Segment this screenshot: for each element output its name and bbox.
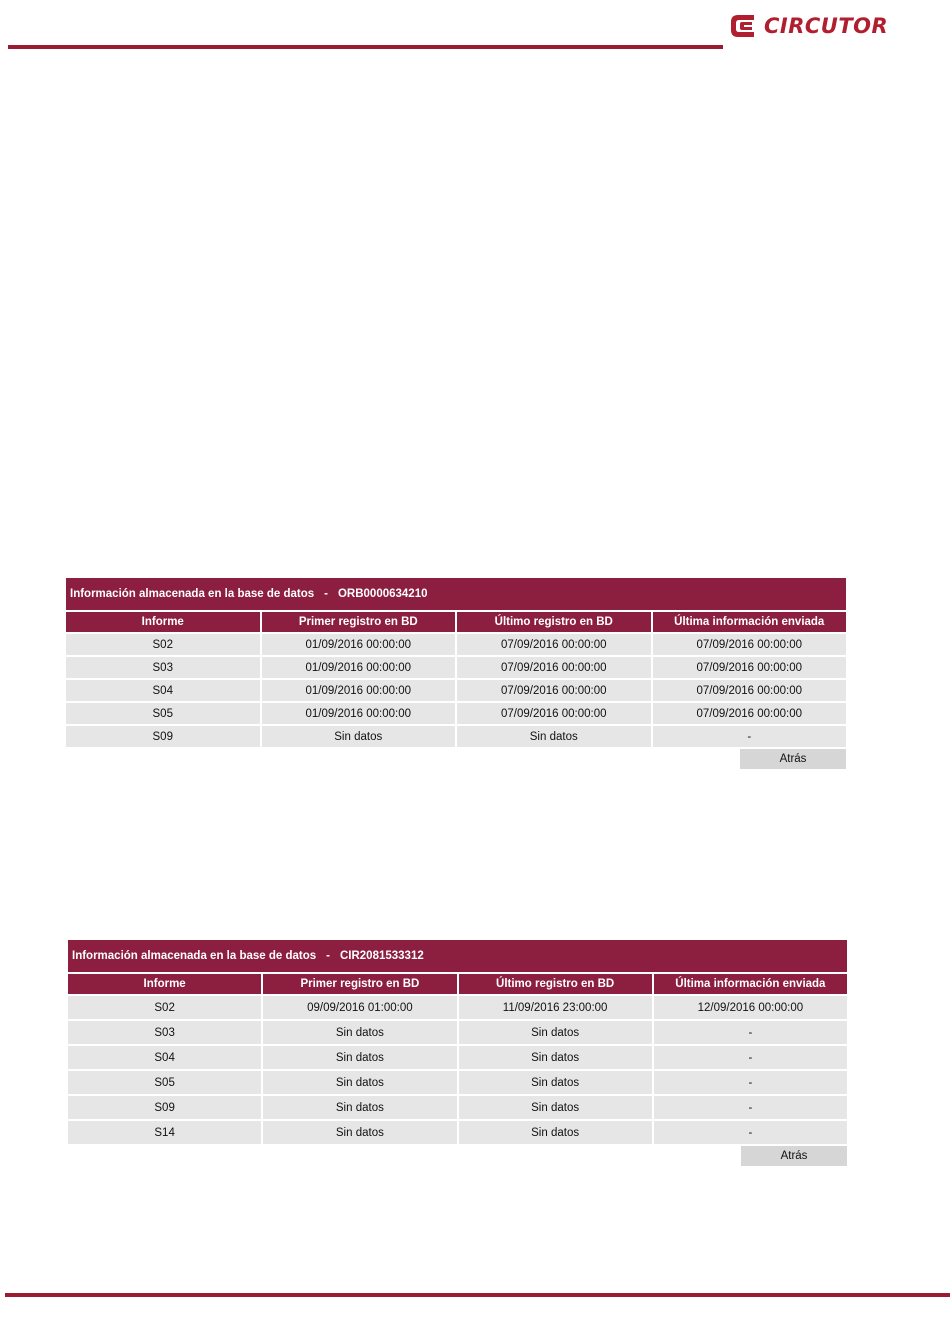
cell-primer-registro: Sin datos xyxy=(263,1121,456,1144)
back-button[interactable]: Atrás xyxy=(741,1146,847,1166)
cell-ultima-informacion: 07/09/2016 00:00:00 xyxy=(653,703,847,724)
table-row xyxy=(66,634,846,655)
cell-informe: S02 xyxy=(68,996,261,1019)
cell-ultimo-registro: Sin datos xyxy=(459,1071,652,1094)
table-row xyxy=(68,1096,847,1119)
cell-informe: S09 xyxy=(68,1096,261,1119)
col-primer-registro: Primer registro en BD xyxy=(263,974,456,994)
back-button[interactable]: Atrás xyxy=(740,749,846,769)
cell-primer-registro: 01/09/2016 00:00:00 xyxy=(262,680,456,701)
cell-ultimo-registro: Sin datos xyxy=(457,726,651,747)
table-row xyxy=(68,1021,847,1044)
cell-ultima-informacion: - xyxy=(654,1121,847,1144)
table-row xyxy=(66,726,846,747)
cell-ultimo-registro: 07/09/2016 00:00:00 xyxy=(457,680,651,701)
cell-primer-registro: 01/09/2016 00:00:00 xyxy=(262,634,456,655)
back-row xyxy=(66,749,846,769)
circutor-logo-icon xyxy=(726,9,760,43)
panel-title-text: Información almacenada en la base de datos xyxy=(72,950,317,962)
panel-title xyxy=(66,578,846,610)
title-separator: - xyxy=(324,588,328,600)
logo-wordmark: CIRCUTOR xyxy=(764,14,889,38)
table-row xyxy=(68,1046,847,1069)
cell-informe: S09 xyxy=(66,726,260,747)
cell-informe: S05 xyxy=(66,703,260,724)
cell-ultimo-registro: 07/09/2016 00:00:00 xyxy=(457,703,651,724)
title-separator: - xyxy=(326,950,330,962)
table-header-row xyxy=(66,612,846,632)
cell-primer-registro: Sin datos xyxy=(262,726,456,747)
cell-informe: S04 xyxy=(66,680,260,701)
cell-informe: S03 xyxy=(66,657,260,678)
cell-primer-registro: Sin datos xyxy=(263,1021,456,1044)
cell-ultimo-registro: 07/09/2016 00:00:00 xyxy=(457,657,651,678)
cell-primer-registro: Sin datos xyxy=(263,1046,456,1069)
cell-ultimo-registro: Sin datos xyxy=(459,1121,652,1144)
cell-primer-registro: Sin datos xyxy=(263,1071,456,1094)
table-header-row xyxy=(68,974,847,994)
col-ultimo-registro: Último registro en BD xyxy=(457,612,651,632)
table-row xyxy=(68,1121,847,1144)
db-info-panel-2 xyxy=(68,940,847,1166)
device-id: CIR2081533312 xyxy=(339,950,424,962)
panel-title-text: Información almacenada en la base de datos xyxy=(70,588,315,600)
cell-ultima-informacion: - xyxy=(654,1071,847,1094)
cell-ultimo-registro: 11/09/2016 23:00:00 xyxy=(459,996,652,1019)
cell-ultimo-registro: Sin datos xyxy=(459,1021,652,1044)
col-ultimo-registro: Último registro en BD xyxy=(459,974,652,994)
cell-ultima-informacion: 07/09/2016 00:00:00 xyxy=(653,634,847,655)
col-informe: Informe xyxy=(68,974,261,994)
table-row xyxy=(66,657,846,678)
col-ultima-informacion: Última información enviada xyxy=(654,974,847,994)
cell-informe: S14 xyxy=(68,1121,261,1144)
header-rule xyxy=(8,45,723,49)
cell-ultima-informacion: - xyxy=(653,726,847,747)
table-row xyxy=(68,996,847,1019)
cell-ultima-informacion: 07/09/2016 00:00:00 xyxy=(653,680,847,701)
cell-primer-registro: Sin datos xyxy=(263,1096,456,1119)
cell-ultima-informacion: - xyxy=(654,1046,847,1069)
cell-informe: S02 xyxy=(66,634,260,655)
cell-informe: S03 xyxy=(68,1021,261,1044)
cell-ultimo-registro: Sin datos xyxy=(459,1046,652,1069)
table-row xyxy=(68,1071,847,1094)
back-row xyxy=(68,1146,847,1166)
cell-ultima-informacion: 12/09/2016 00:00:00 xyxy=(654,996,847,1019)
panel-title xyxy=(68,940,847,972)
cell-informe: S05 xyxy=(68,1071,261,1094)
cell-ultima-informacion: - xyxy=(654,1021,847,1044)
cell-ultima-informacion: - xyxy=(654,1096,847,1119)
cell-primer-registro: 01/09/2016 00:00:00 xyxy=(262,703,456,724)
cell-ultimo-registro: Sin datos xyxy=(459,1096,652,1119)
col-informe: Informe xyxy=(66,612,260,632)
circutor-logo xyxy=(726,8,888,44)
db-info-table-1 xyxy=(64,610,848,749)
cell-primer-registro: 09/09/2016 01:00:00 xyxy=(263,996,456,1019)
device-id: ORB0000634210 xyxy=(337,588,428,600)
cell-informe: S04 xyxy=(68,1046,261,1069)
db-info-panel-1 xyxy=(66,578,846,769)
col-primer-registro: Primer registro en BD xyxy=(262,612,456,632)
cell-primer-registro: 01/09/2016 00:00:00 xyxy=(262,657,456,678)
db-info-table-2 xyxy=(66,972,849,1146)
table-row xyxy=(66,680,846,701)
table-row xyxy=(66,703,846,724)
cell-ultimo-registro: 07/09/2016 00:00:00 xyxy=(457,634,651,655)
col-ultima-informacion: Última información enviada xyxy=(653,612,847,632)
footer-rule xyxy=(5,1293,950,1297)
cell-ultima-informacion: 07/09/2016 00:00:00 xyxy=(653,657,847,678)
